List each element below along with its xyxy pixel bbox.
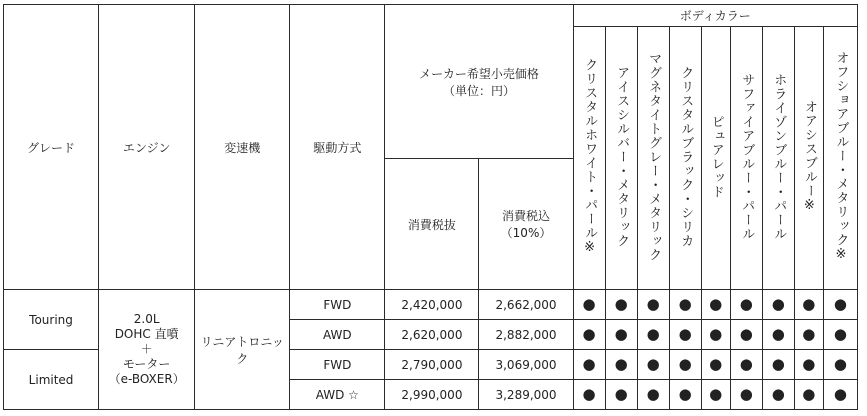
- engine-line: 2.0L: [133, 312, 160, 326]
- availability-dot: ●: [701, 320, 730, 350]
- availability-dot: ●: [762, 350, 794, 380]
- header-price: [385, 5, 573, 159]
- price-in-cell: 2,882,000: [479, 320, 573, 350]
- availability-dot: ●: [669, 350, 701, 380]
- engine-cell: [99, 290, 195, 410]
- drive-cell: AWD: [290, 320, 385, 350]
- availability-dot: ●: [701, 290, 730, 320]
- color-header-6: [762, 27, 794, 290]
- color-name: オアシスブルー※: [801, 99, 817, 214]
- availability-dot: ●: [730, 380, 762, 410]
- availability-dot: ●: [794, 350, 823, 380]
- engine-line: （e-BOXER）: [108, 372, 185, 386]
- availability-dot: ●: [730, 350, 762, 380]
- availability-dot: ●: [794, 320, 823, 350]
- color-name: ホライゾンブルー・パール: [771, 72, 787, 241]
- color-name: サファイアブルー・パール: [739, 72, 755, 241]
- price-ex-cell: 2,420,000: [385, 290, 479, 320]
- header-transmission: 変速機: [195, 5, 290, 290]
- availability-dot: ●: [573, 380, 605, 410]
- color-header-1: [605, 27, 637, 290]
- drive-cell: FWD: [290, 350, 385, 380]
- availability-dot: ●: [730, 290, 762, 320]
- color-name: ピュアレッド: [708, 114, 724, 199]
- availability-dot: ●: [823, 380, 857, 410]
- availability-dot: ●: [605, 380, 637, 410]
- availability-dot: ●: [637, 290, 669, 320]
- price-unit: （単位：円）: [442, 83, 515, 98]
- availability-dot: ●: [637, 320, 669, 350]
- price-ex-cell: 2,620,000: [385, 320, 479, 350]
- availability-dot: ●: [701, 350, 730, 380]
- price-ex-cell: 2,990,000: [385, 380, 479, 410]
- engine-line: DOHC 直噴: [114, 327, 179, 341]
- availability-dot: ●: [669, 320, 701, 350]
- engine-line: ＋: [140, 342, 153, 356]
- availability-dot: ●: [669, 290, 701, 320]
- price-in-cell: 3,289,000: [479, 380, 573, 410]
- spec-table: [3, 4, 858, 410]
- color-header-0: [573, 27, 605, 290]
- availability-dot: ●: [794, 380, 823, 410]
- availability-dot: ●: [823, 320, 857, 350]
- header-drive: 駆動方式: [290, 5, 385, 290]
- availability-dot: ●: [762, 290, 794, 320]
- availability-dot: ●: [573, 350, 605, 380]
- availability-dot: ●: [762, 380, 794, 410]
- tax-included-label: 消費税込: [502, 209, 551, 223]
- color-header-2: [637, 27, 669, 290]
- header-tax-included: [479, 159, 573, 290]
- price-in-cell: 3,069,000: [479, 350, 573, 380]
- price-ex-cell: 2,790,000: [385, 350, 479, 380]
- header-engine: エンジン: [99, 5, 195, 290]
- table-row: [4, 290, 858, 320]
- availability-dot: ●: [637, 350, 669, 380]
- color-name: オフショアブルー・メタリック※: [833, 50, 849, 263]
- price-title: メーカー希望小売価格: [419, 66, 539, 81]
- drive-cell: AWD ☆: [290, 380, 385, 410]
- color-header-8: [823, 27, 857, 290]
- color-header-4: [701, 27, 730, 290]
- color-name: マグネタイトグレー・メタリック: [646, 51, 662, 262]
- header-body-color: ボディカラー: [573, 5, 857, 27]
- engine-line: モーター: [122, 357, 171, 371]
- header-grade: グレード: [4, 5, 99, 290]
- tax-rate-label: （10%）: [500, 226, 552, 240]
- grade-limited: Limited: [4, 350, 99, 410]
- drive-cell: FWD: [290, 290, 385, 320]
- availability-dot: ●: [637, 380, 669, 410]
- color-header-5: [730, 27, 762, 290]
- transmission-cell: リニアトロニック: [195, 290, 290, 410]
- availability-dot: ●: [823, 290, 857, 320]
- grade-touring: Touring: [4, 290, 99, 350]
- color-header-7: [794, 27, 823, 290]
- header-tax-excluded: 消費税抜: [385, 159, 479, 290]
- availability-dot: ●: [605, 320, 637, 350]
- availability-dot: ●: [823, 350, 857, 380]
- availability-dot: ●: [605, 350, 637, 380]
- color-name: クリスタルホワイト・パール※: [582, 57, 598, 256]
- color-name: クリスタルブラック・シリカ: [678, 65, 694, 248]
- availability-dot: ●: [669, 380, 701, 410]
- availability-dot: ●: [794, 290, 823, 320]
- color-name: アイスシルバー・メタリック: [614, 65, 630, 248]
- availability-dot: ●: [762, 320, 794, 350]
- availability-dot: ●: [701, 380, 730, 410]
- availability-dot: ●: [573, 290, 605, 320]
- availability-dot: ●: [605, 290, 637, 320]
- color-header-3: [669, 27, 701, 290]
- availability-dot: ●: [730, 320, 762, 350]
- availability-dot: ●: [573, 320, 605, 350]
- price-in-cell: 2,662,000: [479, 290, 573, 320]
